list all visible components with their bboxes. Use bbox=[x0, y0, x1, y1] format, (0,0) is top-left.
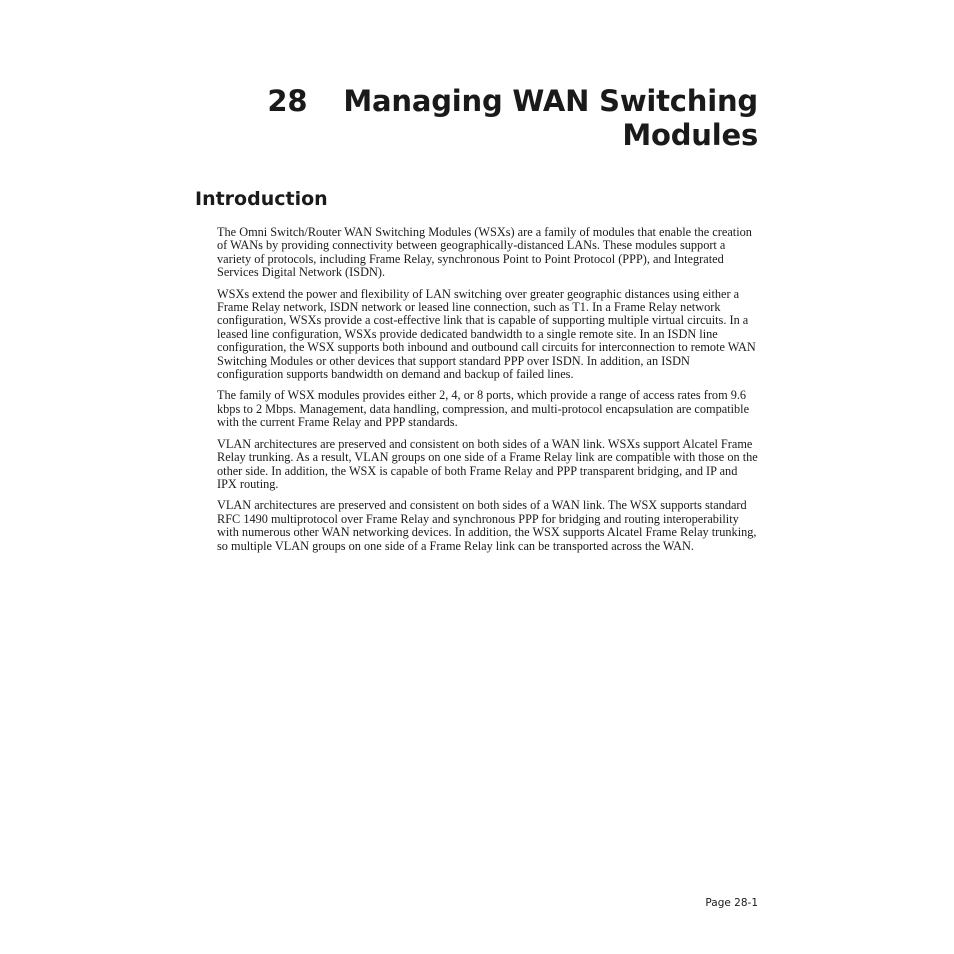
paragraph: VLAN architectures are preserved and consistent on both sides of a WAN link. WSXs support Alcatel Frame Relay trunking. As a result, VLAN groups on one side of a Frame Relay link are compatible with those on the other side. In addition, the WSX is capable of both Frame Relay and PPP transparent bridging, and IP and IPX routing. bbox=[217, 436, 758, 491]
chapter-title bbox=[198, 84, 758, 152]
chapter-title-line-1: Managing WAN Switching bbox=[343, 84, 758, 118]
section-heading: Introduction bbox=[195, 188, 328, 210]
paragraph: WSXs extend the power and flexibility of LAN switching over greater geographic distances using either a Frame Relay network, ISDN network or leased line connection, such as T1. In a Frame Relay network configuration, WSXs provide a cost-effective link that is capable of supporting multiple virtual circuits. In a leased line configuration, WSXs provide dedicated bandwidth to a single remote site. In an ISDN line configuration, the WSX supports both inbound and outbound call circuits for interconnection to remote WAN Switching Modules or other devices that support standard PPP over ISDN. In addition, an ISDN configuration supports bandwidth on demand and backup of failed lines. bbox=[217, 286, 756, 382]
page-number: Page 28-1 bbox=[705, 897, 758, 909]
paragraph: The family of WSX modules provides either 2, 4, or 8 ports, which provide a range of access rates from 9.6 kbps to 2 Mbps. Management, data handling, compression, and multi-protocol encapsulation are compatible with the current Frame Relay and PPP standards. bbox=[217, 388, 750, 430]
paragraph: VLAN architectures are preserved and consistent on both sides of a WAN link. The WSX supports standard RFC 1490 multiprotocol over Frame Relay and synchronous PPP for bridging and routing interoperability with numerous other WAN networking devices. In addition, the WSX supports Alcatel Frame Relay trunking, so multiple VLAN groups on one side of a Frame Relay link can be transported across the WAN. bbox=[217, 498, 757, 553]
chapter-number: 28 bbox=[267, 84, 308, 118]
chapter-title-line-2: Modules bbox=[622, 118, 758, 152]
body-text bbox=[217, 226, 759, 561]
paragraph: The Omni Switch/Router WAN Switching Modules (WSXs) are a family of modules that enable the creation of WANs by providing connectivity between geographically-distanced LANs. These modules support a variety of protocols, including Frame Relay, synchronous Point to Point Protocol (PPP), and Integrated Services Digital Network (ISDN). bbox=[217, 225, 752, 280]
